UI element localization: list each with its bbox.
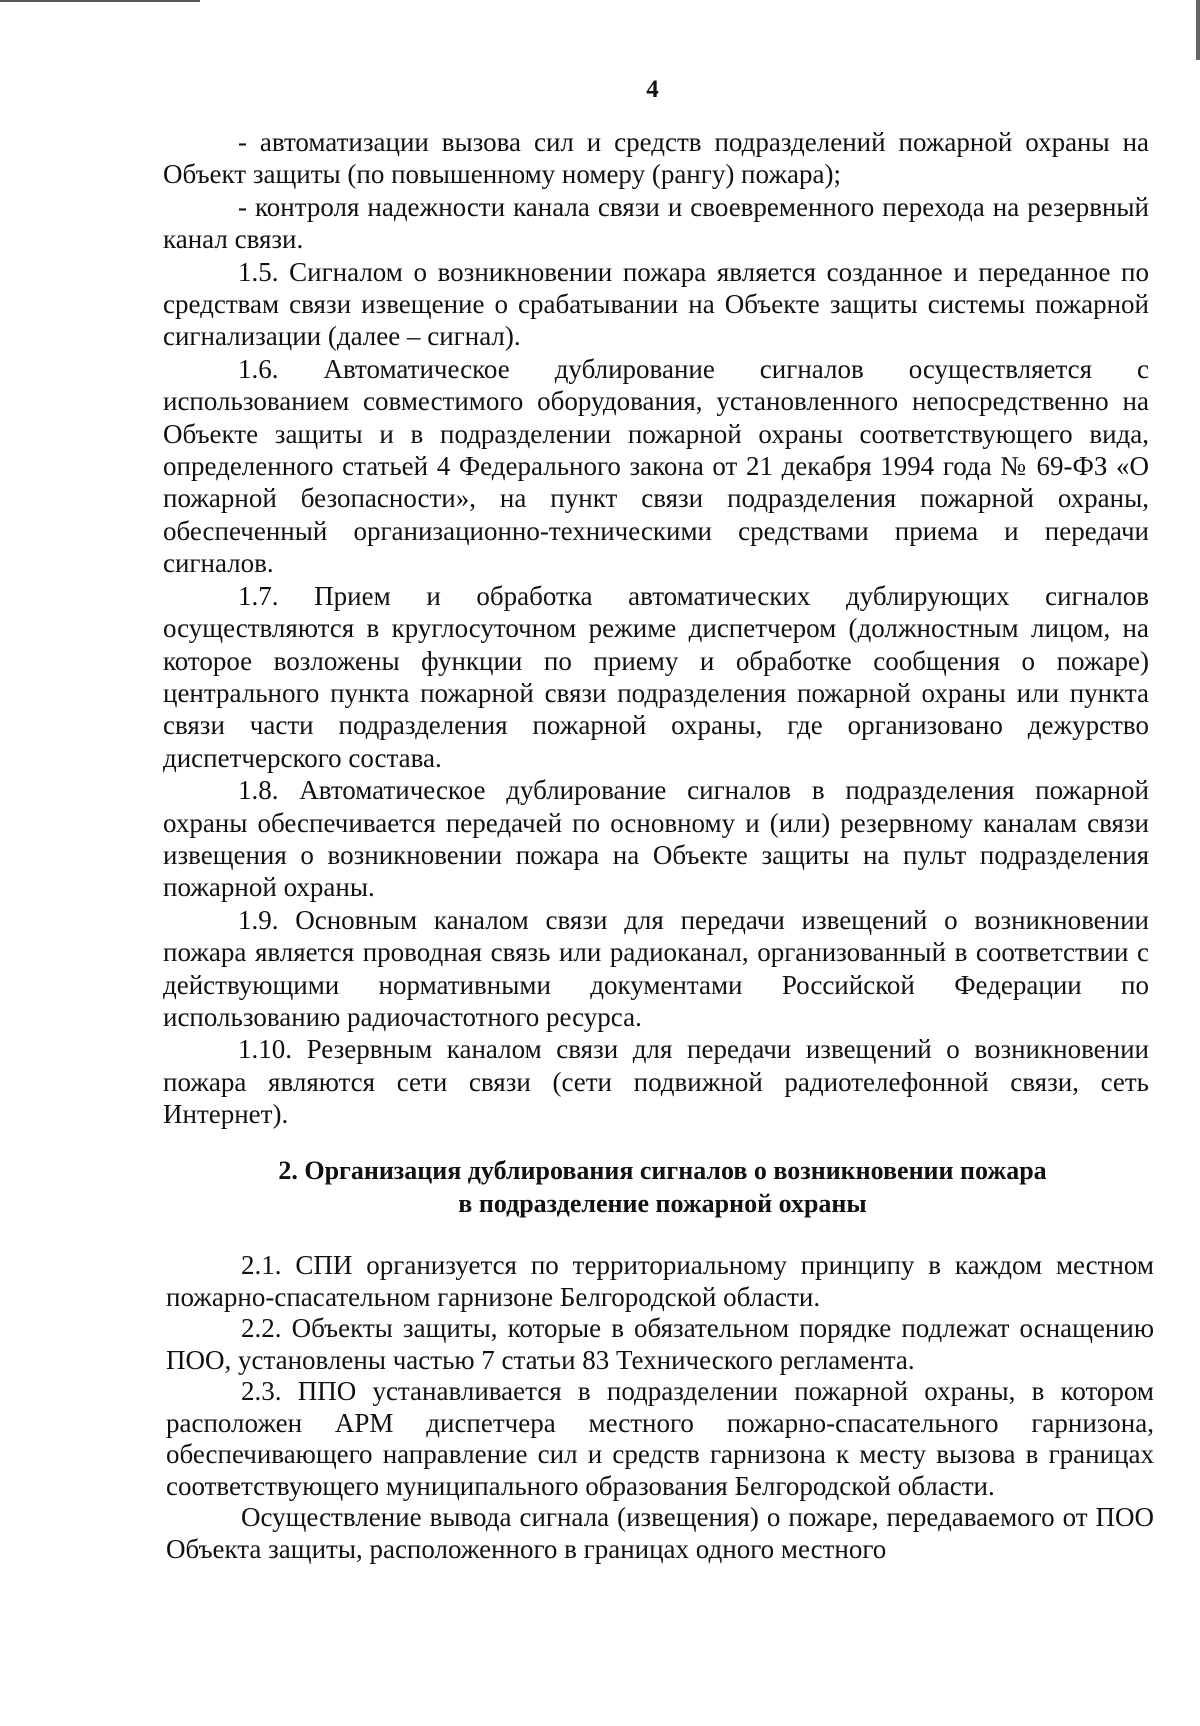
paragraph-2-1: 2.1. СПИ организуется по территориальному принципу в каждом местном пожарно-спасательном гарнизоне Белгородской области.	[166, 1250, 1154, 1312]
paragraph-1-9: 1.9. Основным каналом связи для передачи извещений о возникновении пожара является проводная связь или радиоканал, организованный в соответствии с действующими нормативными документами Российской Федерации по использованию радиочастотного ресурса.	[163, 904, 1149, 1032]
section-2-heading-line-2: в подразделение пожарной охраны	[458, 1189, 867, 1218]
scan-top-rule	[0, 0, 200, 2]
paragraph-2-2: 2.2. Объекты защиты, которые в обязательном порядке подлежат оснащению ПОО, установлены частью 7 статьи 83 Технического регламента.	[166, 1313, 1154, 1375]
paragraph-1-8: 1.8. Автоматическое дублирование сигналов в подразделения пожарной охраны обеспечивается передачей по основному и (или) резервному каналам связи извещения о возникновении пожара на Объекте защиты на пульт подразделения пожарной охраны.	[163, 775, 1149, 903]
section-2-heading	[160, 1154, 1165, 1220]
body-text-section-2	[166, 1250, 1154, 1565]
paragraph-1-7: 1.7. Прием и обработка автоматических дублирующих сигналов осуществляются в круглосуточном режиме диспетчером (должностным лицом, на которое возложены функции по приему и обработке сообщения о пожаре) центрального пункта пожарной связи подразделения пожарной охраны или пункта связи части подразделения пожарной охраны, где организовано дежурство диспетчерского состава.	[163, 580, 1149, 773]
paragraph-signal-output: Осуществление вывода сигнала (извещения) о пожаре, передаваемого от ПОО Объекта защиты, расположенного в границах одного местного	[166, 1502, 1154, 1564]
page-number: 4	[646, 76, 659, 103]
scan-right-edge	[1196, 0, 1200, 60]
paragraph-channel-control: - контроля надежности канала связи и своевременного перехода на резервный канал связи.	[163, 191, 1149, 255]
paragraph-1-5: 1.5. Сигналом о возникновении пожара является созданное и переданное по средствам связи извещение о срабатывании на Объекте защиты системы пожарной сигнализации (далее – сигнал).	[163, 256, 1149, 352]
body-text-section-1	[163, 126, 1149, 1131]
section-2-heading-line-1: 2. Организация дублирования сигналов о возникновении пожара	[278, 1156, 1047, 1185]
paragraph-1-6: 1.6. Автоматическое дублирование сигналов осуществляется с использованием совместимого оборудования, установленного непосредственно на Объекте защиты и в подразделении пожарной охраны соответствующего вида, определенного статьей 4 Федерального закона от 21 декабря 1994 года № 69-ФЗ «О пожарной безопасности», на пункт связи подразделения пожарной охраны, обеспеченный организационно-техническими средствами приема и передачи сигналов.	[163, 353, 1149, 579]
paragraph-2-3: 2.3. ППО устанавливается в подразделении пожарной охраны, в котором расположен АРМ диспетчера местного пожарно-спасательного гарнизона, обеспечивающего направление сил и средств гарнизона к месту вызова в границах соответствующего муниципального образования Белгородской области.	[166, 1376, 1154, 1501]
paragraph-automation: - автоматизации вызова сил и средств подразделений пожарной охраны на Объект защиты (по повышенному номеру (рангу) пожара);	[163, 127, 1149, 190]
paragraph-1-10: 1.10. Резервным каналом связи для передачи извещений о возникновении пожара являются сети связи (сети подвижной радиотелефонной связи, сеть Интернет).	[163, 1034, 1149, 1130]
